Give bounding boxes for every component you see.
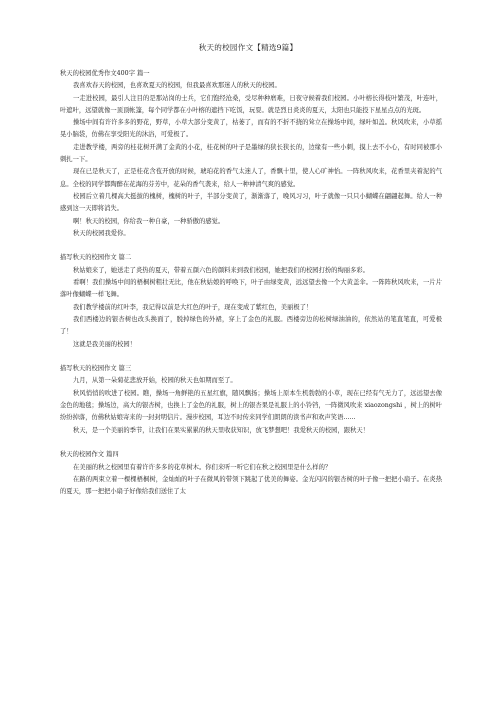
section-spacer — [60, 351, 442, 363]
paragraph: 在路的两束立着一棵棵梧桐树，金灿灿的叶子在微风的带领下跳起了优美的舞姿。金光闪闪的银杏树的叶子像一把把小扇子。在炎热的夏天，那一把把小扇子好像给我们送住了太 — [60, 475, 442, 496]
section-spacer — [60, 240, 442, 252]
paragraph: 啊！秋天的校园，你给我一种自豪，一种骄傲的感觉。 — [73, 217, 225, 225]
paragraph: 一走进校园，最引人注目的是那站岗的士兵，它们饱经沧桑，受尽种种磨难，日夜守候着我们校园。小叶榕长得枝叶繁茂，叶连叶，叶遮叶，远望就像一顶顶帐篷，每个同学都在小叶榕的遮挡下吃饭，玩耍。就是烈日炎炎的夏天，太阳也只能投下星星点点的光斑。 — [60, 94, 442, 114]
section-heading: 描写秋天的校园作文 篇二 — [60, 254, 132, 262]
paragraph: 秋姑娘来了，她送走了炎热的夏天，带着五颜六色的颜料来到我们校园，她把我们的校园打扮的绚丽多彩。 — [73, 266, 369, 274]
document-title: 秋天的校园作文【精选9篇】 — [198, 43, 298, 52]
paragraph: 秋天的校园我爱你。 — [73, 229, 130, 237]
paragraph: 我们西楼边的银杏树也改头换面了，脱掉绿色的外裙，穿上了金色的礼服。西楼旁边的松树绿油油的，依然站的笔直笔直，可爱极了！ — [60, 315, 442, 336]
section-spacer — [60, 437, 442, 449]
paragraph: 校园后立着几棵高大挺拔的槐树，槐树的叶子，半部分变黄了，渐渐落了，晚风习习，叶子就像一只只小蝴蝶在翩翩起舞。给人一种感到这一天即将消失。 — [60, 192, 442, 213]
paragraph: 这就是我美丽的校园！ — [73, 340, 136, 348]
paragraph: 操场中间有许许多多的野花，野草，小草大部分变黄了，枯萎了，而有的不折不挠的耸立在操场中间，绿叶如盖。秋风吹来，小草摇晃小脑袋，仿佛在享受阳光的沐浴，可爱极了。 — [60, 119, 442, 139]
paragraph: 走进教学楼，两旁的桂花树开满了金黄的小花，桂花树的叶子是墨绿的狭长狭长的，边缘有一些小刺，摸上去不小心，有时同被那小刺扎一下。 — [60, 143, 442, 164]
paragraph: 我们教学楼前的红叶李，我记得以前是大红色的叶子，现在变成了紫红色，美丽极了！ — [73, 303, 313, 311]
section-3 — [60, 363, 442, 437]
paragraph: 秋风悄悄的吹进了校园。瞧，操场一角鲜艳的五星红旗，随风飘扬；操场上原本生机勃勃的小草，现在已经有气无力了，远远望去像金色的地毯；操场边，高大的银杏树，也换上了金色的礼服，树上的银杏果是礼服上的小铃铛，一阵微风吹来 xiaozongshi ，树上的树叶纷纷掉落，仿佛秋姑娘寄来的一封封明信片。漫步校园，耳边不时传来同学们朗朗的读书声和欢声笑语...... — [60, 389, 442, 422]
section-heading: 秋天的校园优秀作文400字 篇一 — [60, 70, 150, 77]
section-2 — [60, 252, 442, 350]
paragraph: 九月，从第一朵菊花悲放开始，校园的秋天也如期而至了。 — [73, 377, 237, 385]
paragraph: 我喜欢春天的校园，也喜欢夏天的校园，但我最喜欢那迷人的秋天的校园。 — [73, 82, 281, 90]
section-heading: 描写秋天的校园作文 篇三 — [60, 365, 132, 373]
section-heading: 秋天的校园作文 篇四 — [60, 451, 119, 459]
paragraph: 秋天，是一个美丽的季节，让我们在果实累累的秋天里收获知识，放飞梦想吧！我爱秋天的校园，跟秋天！ — [73, 426, 369, 434]
document-body — [60, 68, 442, 498]
paragraph: 在美丽的秋之校园里有着许许多多的花草树木。你们来听一听它们在秋之校园里是什么样的？ — [73, 463, 332, 471]
paragraph: 看啊！我们操场中间的梧桐树粗壮无比，他在秋姑娘的呼唤下，叶子由绿变黄，远远望去像一个大黄盖伞。一阵阵秋风吹来，一片片落叶像蝴蝶一样飞舞。 — [60, 279, 442, 299]
paragraph: 现在已是秋天了，正是桂花含苞开放的时候，琥珀花的香气太迷人了，香飘十里，使人心旷神怡。一阵秋风吹来，花香里夹着泥的气息。全校的同学都陶醉在花海的芬芳中，花朵的香气袭来，给人一种神清气爽的感觉。 — [60, 168, 442, 188]
section-4 — [60, 449, 442, 498]
section-1 — [60, 68, 442, 240]
